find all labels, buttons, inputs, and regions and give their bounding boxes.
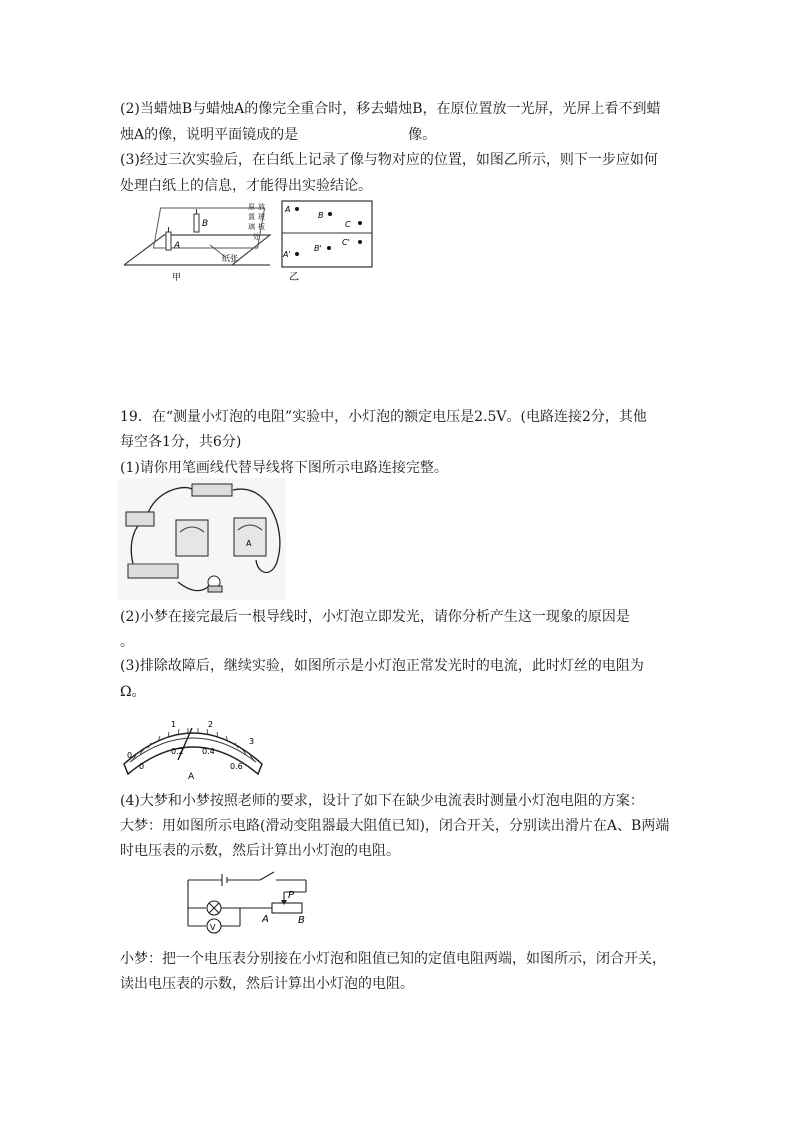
label-v: V	[210, 923, 216, 932]
rheostat	[128, 564, 178, 578]
svg-text:璃: 璃	[248, 223, 255, 231]
svg-text:处: 处	[253, 233, 260, 241]
point-b-image-label: B'	[314, 244, 322, 253]
label-paper: 纸张	[222, 254, 238, 263]
q18-part2-text: 烛A的像，说明平面镜成的是	[120, 127, 299, 143]
scale-bottom-1: 0.2	[171, 747, 184, 756]
xiaomeng-line1: 小梦：把一个电压表分别接在小灯泡和阻值已知的定值电阻两端，如图所示，闭合开关，	[120, 951, 666, 967]
figure-dameng-circuit	[180, 866, 320, 940]
label-p: P	[288, 890, 295, 901]
q19-part4: (4)大梦和小梦按照老师的要求，设计了如下在缺少电流表时测量小灯泡电阻的方案：	[120, 793, 644, 809]
battery-box	[192, 484, 232, 496]
candle-a	[166, 232, 171, 250]
q19-part2-line1: (2)小梦在接完最后一根导线时，小灯泡立即发光，请你分析产生这一现象的原因是	[120, 609, 630, 625]
q18-part2-end: 像。	[408, 127, 437, 143]
scale-top-2: 2	[208, 720, 214, 729]
point-a-image	[295, 252, 299, 256]
point-c	[358, 221, 362, 225]
point-a-image-label: A'	[283, 250, 291, 259]
figure-ammeter-dial	[118, 714, 268, 780]
rheostat-symbol	[272, 903, 302, 913]
ammeter-unit: A	[188, 772, 195, 780]
point-a	[295, 207, 299, 211]
scale-bottom-2: 0.4	[202, 747, 215, 756]
q18-part2-line2	[120, 125, 436, 145]
q19-part2-line2: 。	[120, 634, 134, 650]
point-a-label: A	[285, 205, 291, 214]
point-c-label: C	[345, 220, 351, 229]
scale-top-0: 0	[127, 751, 133, 760]
voltmeter	[176, 520, 208, 556]
svg-text:原: 原	[248, 203, 255, 211]
point-b-image	[327, 246, 331, 250]
dameng-line1: 大梦：用如图所示电路(滑动变阻器最大阻值已知)，闭合开关，分别读出滑片在A、B两端	[120, 818, 670, 834]
caption-yi: 乙	[289, 272, 299, 283]
label-b: B	[202, 219, 209, 229]
caption-jia: 甲	[172, 273, 182, 283]
figure-yi-paper-record	[245, 198, 375, 284]
q18-part2-line1: (2)当蜡烛B与蜡烛A的像完全重合时，移去蜡烛B，在原位置放一光屏，光屏上看不到蜡	[120, 101, 661, 117]
point-b-label: B	[318, 211, 324, 220]
svg-text:玻: 玻	[258, 213, 265, 221]
point-b	[328, 212, 332, 216]
point-c-image	[358, 240, 362, 244]
svg-text:置: 置	[248, 213, 255, 221]
dameng-line2: 时电压表的示数，然后计算出小灯泡的电阻。	[120, 843, 400, 859]
scale-top-3: 3	[249, 737, 255, 746]
figure-circuit-apparatus	[118, 478, 286, 600]
scale-top-1: 1	[171, 720, 177, 729]
ammeter-device-unit: A	[246, 539, 252, 548]
q19-title-line2: 每空各1分，共6分)	[120, 434, 242, 450]
scale-bottom-0: 0	[139, 762, 145, 771]
xiaomeng-line2: 读出电压表的示数，然后计算出小灯泡的电阻。	[120, 976, 414, 992]
glass-position-label	[248, 202, 265, 241]
label-a: A	[262, 914, 269, 925]
label-a: A	[174, 241, 181, 251]
label-b: B	[298, 915, 305, 926]
q18-part3-line1: (3)经过三次实验后，在白纸上记录了像与物对应的位置，如图乙所示，则下一步应如何	[120, 152, 658, 168]
q19-part3-line2: Ω。	[120, 684, 146, 700]
scale-bottom-3: 0.6	[230, 762, 243, 771]
switch	[126, 512, 154, 526]
svg-text:放: 放	[258, 203, 265, 211]
q19-part1: (1)请你用笔画线代替导线将下图所示电路连接完整。	[120, 460, 448, 476]
q18-part3-line2: 处理白纸上的信息，才能得出实验结论。	[120, 178, 372, 194]
svg-text:板: 板	[258, 223, 265, 231]
switch-blade	[260, 872, 274, 880]
candle-b	[194, 214, 199, 232]
ammeter-device	[234, 518, 266, 556]
point-c-image-label: C'	[342, 238, 350, 247]
q19-part3-line1: (3)排除故障后，继续实验，如图所示是小灯泡正常发光时的电流，此时灯丝的电阻为	[120, 658, 644, 674]
q19-title-line1: 19．在“测量小灯泡的电阻”实验中，小灯泡的额定电压是2.5V。(电路连接2分，其他	[120, 409, 647, 425]
